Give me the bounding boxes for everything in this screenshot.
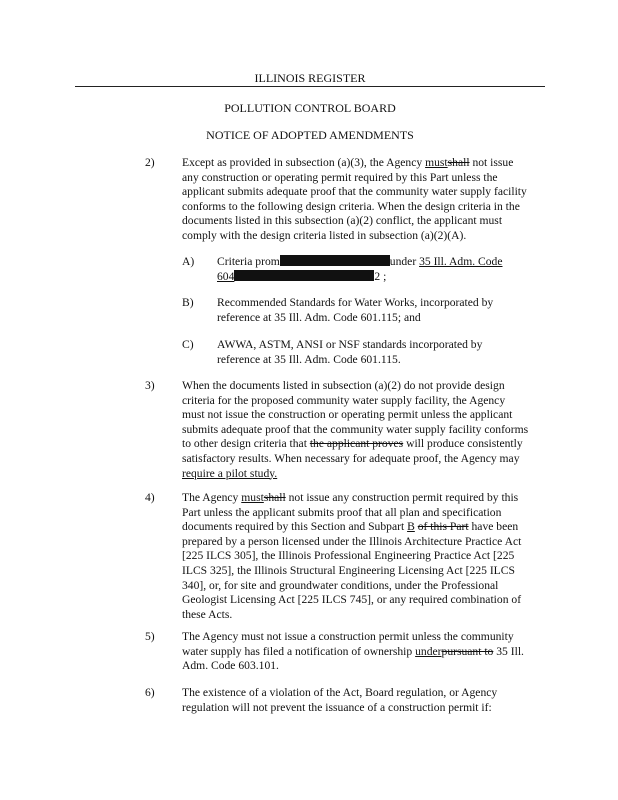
text-line — [182, 593, 547, 608]
deleted-text: pursuant to — [441, 644, 494, 658]
item-6-text — [182, 686, 547, 715]
text-line — [182, 394, 547, 409]
text-line — [182, 408, 547, 423]
item-2a-text — [217, 255, 547, 284]
item-3-number: 3) — [145, 379, 155, 392]
text-run: must not issue the construction or operating permit unless the applicant — [182, 408, 513, 422]
text-run: documents listed in this subsection (a)(2) conflict, the applicant must — [182, 214, 503, 228]
text-run: under — [389, 255, 420, 268]
text-line — [217, 255, 547, 270]
text-line — [182, 185, 547, 200]
text-run: documents required by this Section and Subpart — [182, 520, 408, 534]
text-line — [182, 549, 547, 564]
text-run: When the documents listed in subsection (a)(2) do not provide design — [182, 379, 505, 392]
text-run: comply with the design criteria listed in subsection (a)(2)(A). — [182, 228, 467, 242]
text-run: not issue any construction permit required by this — [285, 491, 519, 504]
deleted-text: shall — [263, 491, 286, 504]
text-run: reference at 35 Ill. Adm. Code 601.115. — [217, 352, 401, 366]
text-run: Adm. Code 603.101. — [182, 659, 279, 673]
text-line — [217, 311, 547, 326]
inserted-text: require a pilot study. — [182, 466, 278, 480]
text-line — [182, 659, 547, 674]
board-title: POLLUTION CONTROL BOARD — [224, 101, 396, 115]
text-line — [217, 296, 547, 311]
text-run: The Agency — [182, 491, 242, 504]
text-run: 2 ; — [374, 269, 387, 283]
inserted-text: 35 Ill. Adm. Code — [419, 255, 503, 268]
item-2a-letter: A) — [182, 255, 195, 268]
text-run: Recommended Standards for Water Works, incorporated by — [217, 296, 494, 309]
item-2b-letter: B) — [182, 296, 194, 309]
text-line — [182, 467, 547, 482]
text-line — [182, 701, 547, 716]
text-run: any construction or operating permit required by this Part unless the — [182, 170, 498, 184]
text-line — [217, 353, 547, 368]
text-line — [182, 423, 547, 438]
item-5-number: 5) — [145, 630, 155, 643]
text-run: satisfactory results. When necessary for adequate proof, the Agency may — [182, 451, 520, 465]
inserted-text: must — [425, 156, 448, 169]
text-line — [182, 452, 547, 467]
redaction-bar — [280, 255, 390, 266]
text-line — [182, 520, 547, 535]
text-run: The existence of a violation of the Act, Board regulation, or Agency — [182, 686, 498, 699]
item-2c-text — [217, 338, 547, 367]
item-3-text — [182, 379, 547, 481]
text-line — [182, 535, 547, 550]
text-line — [182, 645, 547, 660]
text-line — [182, 214, 547, 229]
item-6-number: 6) — [145, 686, 155, 699]
text-run: criteria for the proposed community water supply facility, the Agency — [182, 393, 506, 407]
item-2c-letter: C) — [182, 338, 194, 351]
text-run: Geologist Licensing Act [225 ILCS 745], or any required combination of — [182, 593, 522, 607]
text-run: Except as provided in subsection (a)(3), the Agency — [182, 156, 426, 169]
deleted-text: of this Part — [417, 520, 469, 534]
text-run: not issue — [469, 156, 514, 169]
text-run: conforms to the following design criteria. When the design criteria in the — [182, 199, 520, 213]
inserted-text: under — [415, 644, 442, 658]
register-header: ILLINOIS REGISTER — [254, 71, 366, 85]
text-line — [182, 564, 547, 579]
text-run: regulation will not prevent the issuance of a construction permit if: — [182, 700, 492, 714]
text-line — [182, 156, 547, 171]
item-2-number: 2) — [145, 156, 155, 169]
text-line — [217, 338, 547, 353]
header-rule — [75, 86, 545, 87]
text-run: water supply has filed a notification of ownership — [182, 644, 416, 658]
item-5-text — [182, 630, 547, 674]
text-run: Part unless the applicant submits proof that all plan and specification — [182, 505, 502, 519]
inserted-text: must — [241, 491, 264, 504]
text-run: 340], or, for site and groundwater conditions, under the Professional — [182, 578, 499, 592]
text-run: to other design criteria that — [182, 437, 310, 451]
inserted-text: B — [407, 520, 415, 534]
item-2-text — [182, 156, 547, 244]
text-run: Criteria prom — [217, 255, 280, 268]
text-line — [182, 630, 547, 645]
text-line — [182, 686, 547, 701]
redaction-bar — [234, 270, 374, 281]
text-line — [182, 579, 547, 594]
text-run: 35 Ill. — [493, 644, 524, 658]
deleted-text: shall — [447, 156, 470, 169]
text-line — [182, 379, 547, 394]
text-line — [217, 270, 547, 285]
text-line — [182, 506, 547, 521]
deleted-text: the applicant proves — [309, 437, 404, 451]
item-4-number: 4) — [145, 491, 155, 504]
text-line — [182, 171, 547, 186]
text-run: submits adequate proof that the community water supply facility conforms — [182, 422, 529, 436]
text-run: reference at 35 Ill. Adm. Code 601.115; and — [217, 310, 421, 324]
text-run: prepared by a person licensed under the Illinois Architecture Practice Act — [182, 534, 522, 548]
text-line — [182, 491, 547, 506]
item-4-text — [182, 491, 547, 622]
text-line — [182, 437, 547, 452]
text-line — [182, 200, 547, 215]
text-run: these Acts. — [182, 607, 233, 621]
inserted-text: 604 — [217, 269, 235, 283]
notice-title: NOTICE OF ADOPTED AMENDMENTS — [206, 128, 414, 142]
text-line — [182, 608, 547, 623]
text-run: AWWA, ASTM, ANSI or NSF standards incorporated by — [217, 338, 483, 351]
text-run: have been — [468, 520, 519, 534]
text-run: ILCS 325], the Illinois Structural Engineering Licensing Act [225 ILCS — [182, 563, 515, 577]
text-run: [225 ILCS 305], the Illinois Professional Engineering Practice Act [225 — [182, 549, 515, 563]
text-run: applicant submits adequate proof that the community water supply facility — [182, 185, 527, 199]
item-2b-text — [217, 296, 547, 325]
text-run: will produce consistently — [403, 437, 523, 451]
text-run: The Agency must not issue a construction permit unless the community — [182, 630, 514, 643]
text-line — [182, 229, 547, 244]
